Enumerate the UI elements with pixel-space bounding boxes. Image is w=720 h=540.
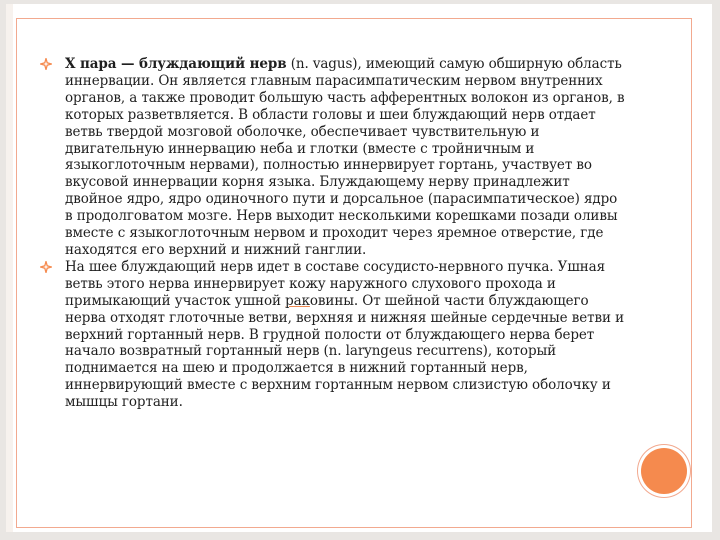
paragraph-text-after-link: овины. От шейной части блуждающего нерва отходят глоточные ветви, верхняя и нижняя шейные сердечные ветви и верхний гортанный нерв. В грудной полости от блуждающего нерва берет начало возвратный гортанный нерв (n. laryngeus recurrens), который поднимается на шею и продолжается в нижний гортанный нерв, иннервирующий вместе с верхним гортанным нервом слизистую оболочку и мышцы гортани. — [65, 292, 624, 411]
paragraph-text: (n. vagus), имеющий самую обширную область иннервации. Он является главным парасимпатическим нервом внутренних органов, а также проводит большую часть афферентных волокон из органов, в которых разветвляется. В области головы и шеи блуждающий нерв отдает ветвь твердой мозговой оболочке, обеспечивает чувствительную и двигательную иннервацию неба и глотки (вместе с тройничным и языкоглоточным нервами), полностью иннервирует гортань, участвует во вкусовой иннервации корня языка. Блуждающему нерву принадлежит двойное ядро, ядро одиночного пути и дорсальное (парасимпатическое) ядро в продолговатом мозге. Нерв выходит несколькими корешками позади оливы вместе с языкоглоточным нервом и проходит через яремное отверстие, где находятся его верхний и нижний ганглии. — [65, 56, 625, 258]
paragraph-vagus-intro — [40, 56, 628, 259]
decorative-circle — [641, 448, 687, 494]
bullet-list — [40, 56, 628, 411]
paragraph-vagus-neck — [40, 259, 628, 411]
slide-edge — [6, 4, 13, 532]
paragraph-bold-lead: X пара — блуждающий нерв — [65, 56, 287, 72]
orange-star-bullet-icon — [40, 58, 52, 70]
inline-link[interactable]: рак — [285, 292, 310, 309]
orange-star-bullet-icon — [40, 261, 52, 273]
paragraph-text-before-link: На шее блуждающий нерв идет в составе сосудисто-нервного пучка. Ушная ветвь этого нерва иннервирует кожу наружного слухового прохода и примыкающий участок ушной — [65, 258, 606, 309]
